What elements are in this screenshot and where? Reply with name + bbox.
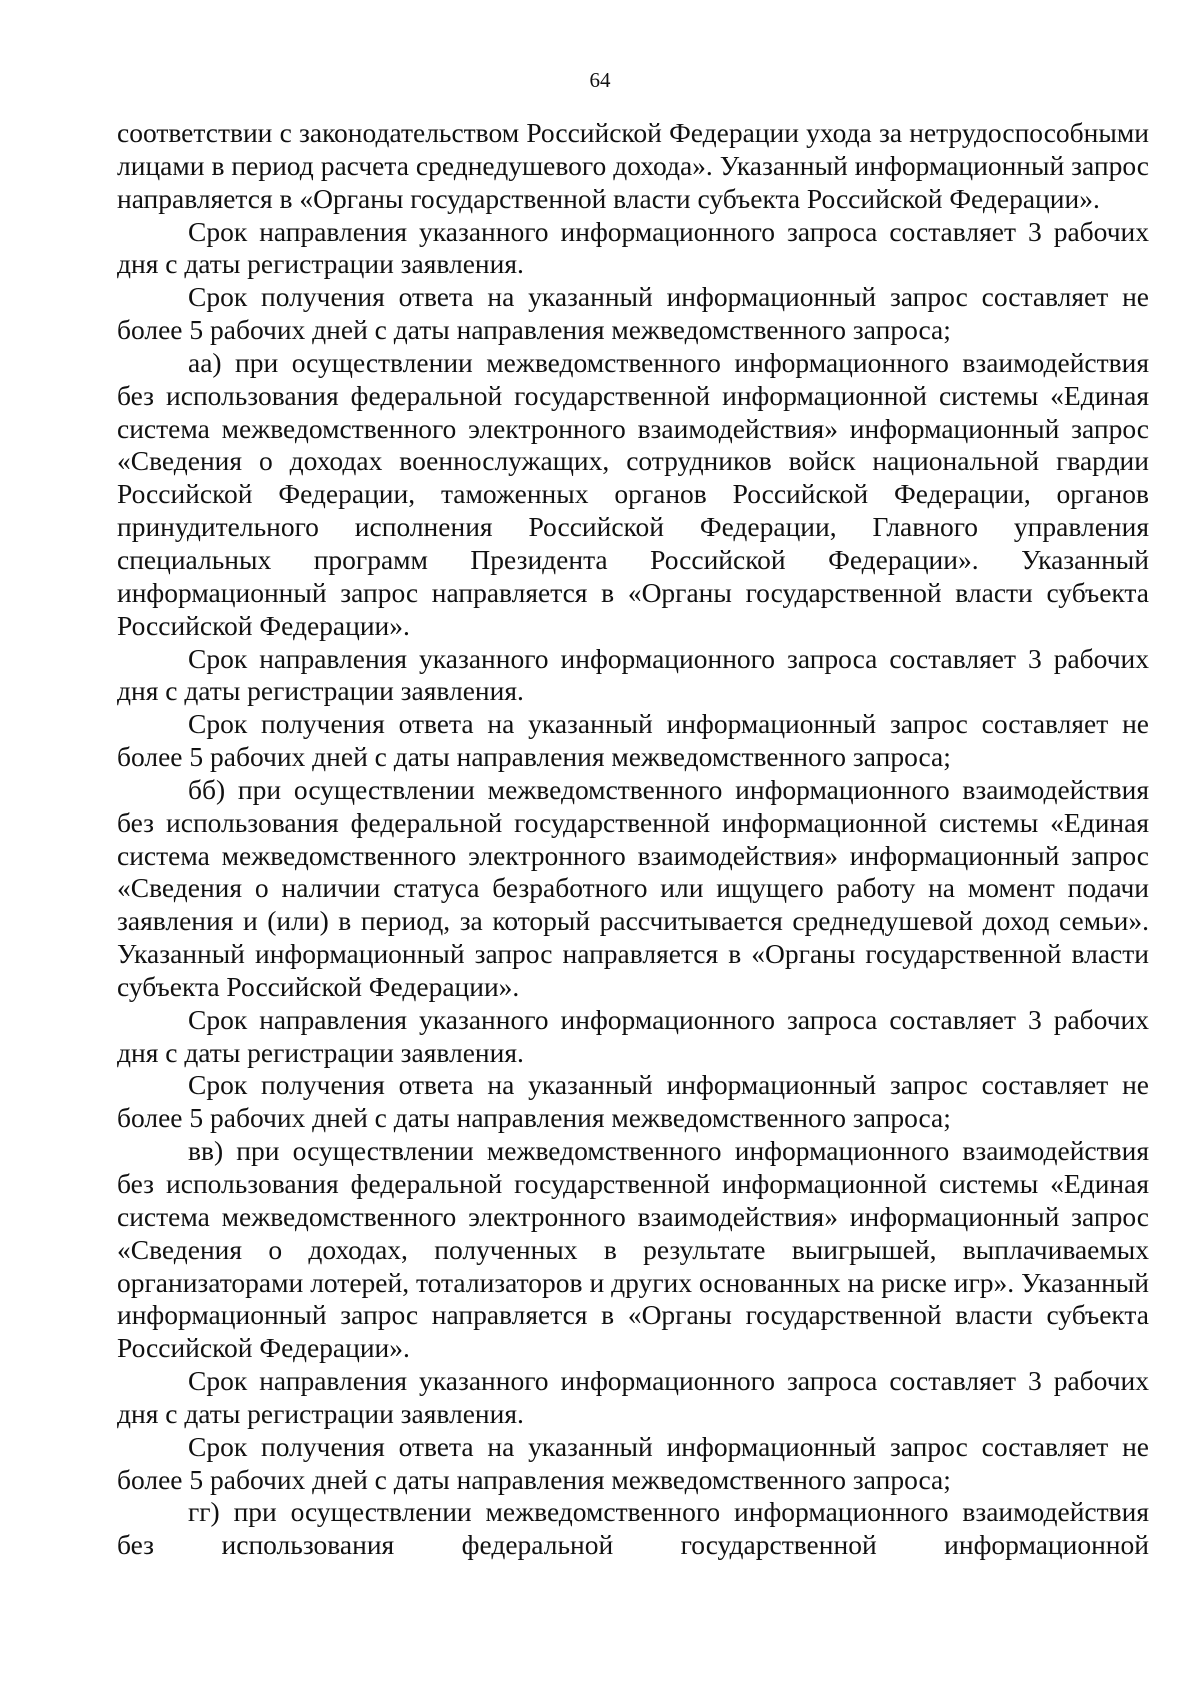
paragraph: Срок получения ответа на указанный информационный запрос составляет не более 5 рабочих дней с даты направления межведомственного запроса; [117, 1430, 1149, 1495]
paragraph: гг) при осуществлении межведомственного информационного взаимодействия без использования федеральной государственной информационной [117, 1496, 1149, 1561]
paragraph: Срок получения ответа на указанный информационный запрос составляет не более 5 рабочих дней с даты направления межведомственного запроса; [117, 281, 1149, 346]
paragraph: бб) при осуществлении межведомственного информационного взаимодействия без использования федеральной государственной информационной системы «Единая система межведомственного электронного взаимодействия» информационный запрос «Сведения о наличии статуса безработного или ищущего работу на момент подачи заявления и (или) в период, за который рассчитывается среднедушевой доход семьи». Указанный информационный запрос направляется в «Органы государственной власти субъекта Российской Федерации». [117, 773, 1149, 1002]
paragraph: Срок направления указанного информационного запроса составляет 3 рабочих дня с даты регистрации заявления. [117, 215, 1149, 280]
paragraph: Срок получения ответа на указанный информационный запрос составляет не более 5 рабочих дней с даты направления межведомственного запроса; [117, 1069, 1149, 1134]
paragraph: вв) при осуществлении межведомственного информационного взаимодействия без использования федеральной государственной информационной системы «Единая система межведомственного электронного взаимодействия» информационный запрос «Сведения о доходах, полученных в результате выигрышей, выплачиваемых организаторами лотерей, тотализаторов и других основанных на риске игр». Указанный информационный запрос направляется в «Органы государственной власти субъекта Российской Федерации». [117, 1135, 1149, 1364]
paragraph: Срок получения ответа на указанный информационный запрос составляет не более 5 рабочих дней с даты направления межведомственного запроса; [117, 708, 1149, 773]
paragraph: соответствии с законодательством Российской Федерации ухода за нетрудоспособными лицами в период расчета среднедушевого дохода». Указанный информационный запрос направляется в «Органы государственной власти субъекта Российской Федерации». [117, 117, 1149, 214]
paragraph: Срок направления указанного информационного запроса составляет 3 рабочих дня с даты регистрации заявления. [117, 1365, 1149, 1429]
paragraph: Срок направления указанного информационного запроса составляет 3 рабочих дня с даты регистрации заявления. [117, 1003, 1149, 1068]
page-number: 64 [589, 68, 611, 92]
document-body [117, 117, 1149, 1562]
paragraph: Срок направления указанного информационного запроса составляет 3 рабочих дня с даты регистрации заявления. [117, 642, 1149, 707]
paragraph: аа) при осуществлении межведомственного информационного взаимодействия без использования федеральной государственной информационной системы «Единая система межведомственного электронного взаимодействия» информационный запрос «Сведения о доходах военнослужащих, сотрудников войск национальной гвардии Российской Федерации, таможенных органов Российской Федерации, органов принудительного исполнения Российской Федерации, Главного управления специальных программ Президента Российской Федерации». Указанный информационный запрос направляется в «Органы государственной власти субъекта Российской Федерации». [117, 346, 1149, 641]
